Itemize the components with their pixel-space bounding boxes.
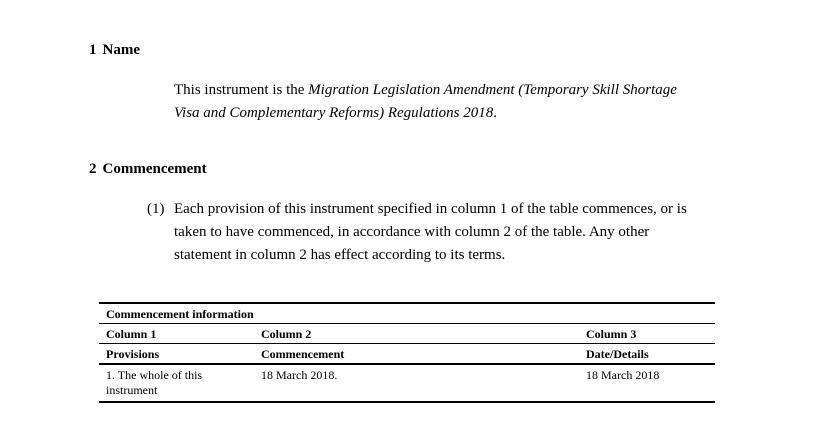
table-caption-row [99, 302, 715, 323]
commencement-table [99, 302, 715, 403]
table-caption: Commencement information [106, 307, 254, 321]
table-column-number-row [99, 323, 715, 343]
section-title: Name [102, 42, 140, 58]
name-text-prefix: This instrument is the [174, 82, 309, 98]
commencement-line-2: taken to have commenced, in accordance with column 2 of the table. Any other [174, 224, 650, 240]
commencement-line-3: statement in column 2 has effect according to its terms. [174, 247, 506, 263]
name-paragraph [174, 79, 677, 125]
commencement-paragraph [147, 198, 687, 267]
header-date-details: Date/Details [586, 347, 649, 361]
section-heading-name [89, 41, 140, 59]
header-provisions: Provisions [106, 347, 160, 361]
cell-date-details: 18 March 2018 [586, 368, 660, 382]
column-number-2: Column 2 [261, 327, 312, 341]
instrument-title-part-2: Visa and Complementary Reforms) Regulations 2018 [174, 105, 494, 121]
header-commencement: Commencement [261, 347, 345, 361]
table-bottom-rule [99, 401, 715, 403]
cell-commencement: 18 March 2018. [261, 368, 338, 382]
table-row [99, 363, 715, 401]
commencement-line-1: Each provision of this instrument specified in column 1 of the table commences, or is [174, 201, 687, 217]
section-title: Commencement [102, 161, 207, 177]
section-heading-commencement [89, 160, 207, 178]
table-header-row [99, 343, 715, 363]
cell-provision: 1. The whole of this instrument [106, 368, 203, 397]
column-number-1: Column 1 [106, 327, 157, 341]
subsection-marker: (1) [147, 201, 165, 217]
column-number-3: Column 3 [586, 327, 637, 341]
name-text-suffix: . [493, 105, 498, 121]
section-number: 1 [89, 42, 97, 58]
instrument-title-part-1: Migration Legislation Amendment (Temporary Skill Shortage [308, 82, 677, 98]
section-number: 2 [89, 161, 97, 177]
